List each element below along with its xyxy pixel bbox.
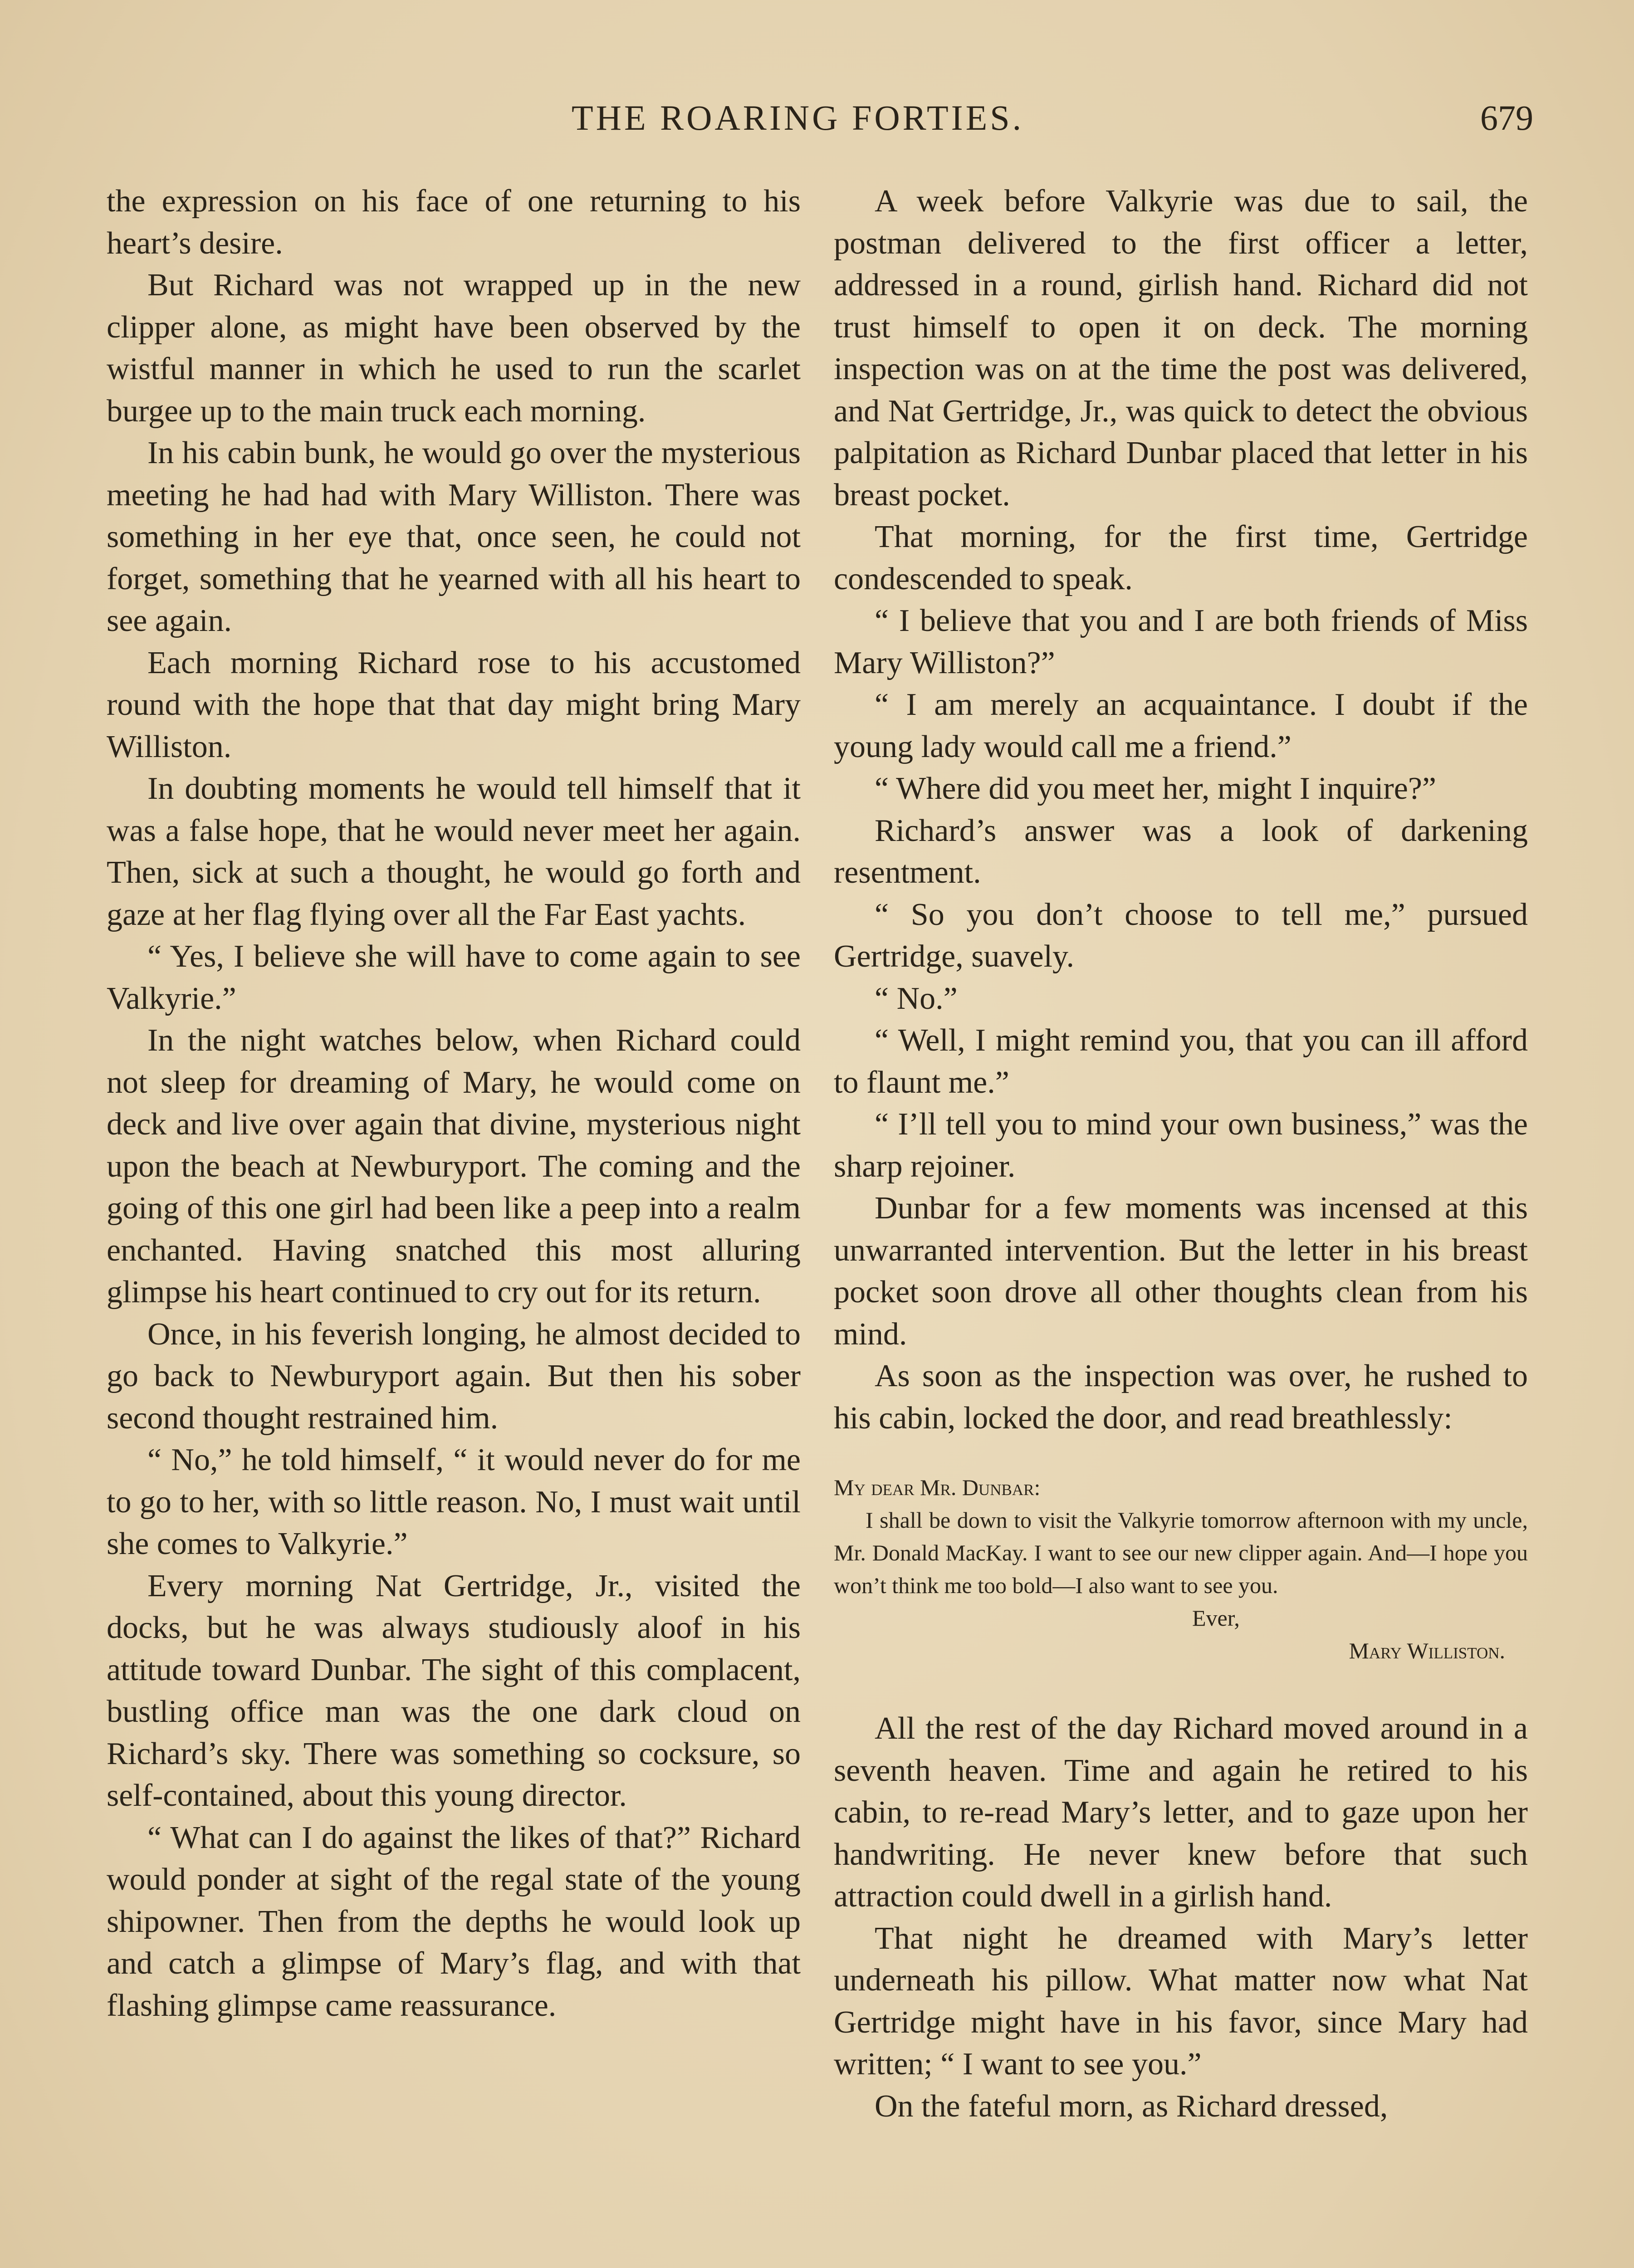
paragraph: “ I believe that you and I are both friends of Miss Mary Williston?” [834,603,1528,680]
paragraph: “ No,” he told himself, “ it would never do for me to go to her, with so little reason. No, I must wait until she comes to Valkyrie.” [107,1442,801,1561]
paragraph: “ I’ll tell you to mind your own business,” was the sharp rejoiner. [834,1107,1528,1184]
letter-closing: Ever, [1192,1605,1240,1631]
paragraph: As soon as the inspection was over, he rushed to his cabin, locked the door, and read breathlessly: [834,1359,1528,1436]
paragraph: “ Where did you meet her, might I inquire?” [875,771,1436,806]
page-number: 679 [1480,98,1533,137]
letter-body: I shall be down to visit the Valkyrie tomorrow afternoon with my uncle, Mr. Donald MacKay. I want to see our new clipper again. And—I hope you won’t think me too bold—I also want to see you. [834,1507,1528,1598]
paragraph: In doubting moments he would tell himself that it was a false hope, that he would never meet her again. Then, sick at such a thought, he would go forth and gaze at her flag flying over all the Far East yachts. [107,771,801,932]
paragraph: “ No.” [875,981,958,1016]
paragraph: In the night watches below, when Richard could not sleep for dreaming of Mary, he would come on deck and live over again that divine, mysterious night upon the beach at Newburyport. The coming and the going of this one girl had been like a peep into a realm enchanted. Having snatched this most alluring glimpse his heart continued to cry out for its return. [107,1023,801,1310]
left-column [107,181,801,2027]
paragraph: All the rest of the day Richard moved around in a seventh heaven. Time and again he retired to his cabin, to re-read Mary’s letter, and to gaze upon her handwriting. He never knew before that such attraction could dwell in a girlish hand. [834,1711,1528,1914]
paragraph: Once, in his feverish longing, he almost decided to go back to Newburyport again. But then his sober second thought restrained him. [107,1316,801,1436]
paragraph: A week before Valkyrie was due to sail, the postman delivered to the first officer a letter, addressed in a round, girlish hand. Richard did not trust himself to open it on deck. The morning inspection was on at the time the post was delivered, and Nat Gertridge, Jr., was quick to detect the obvious palpitation as Richard Dunbar placed that letter in his breast pocket. [834,184,1528,513]
paragraph: “ Yes, I believe she will have to come again to see Valkyrie.” [107,939,801,1016]
paragraph: On the fateful morn, as Richard dressed, [875,2088,1388,2124]
paragraph: “ So you don’t choose to tell me,” pursued Gertridge, suavely. [834,897,1528,974]
paragraph: Dunbar for a few moments was incensed at this unwarranted intervention. But the letter in his breast pocket soon drove all other thoughts clean from his mind. [834,1191,1528,1352]
quoted-letter [834,1471,1528,1667]
paragraph: But Richard was not wrapped up in the new clipper alone, as might have been observed by the wistful manner in which he used to run the scarlet burgee up to the main truck each morning. [107,268,801,429]
paragraph: That morning, for the first time, Gertridge condescended to speak. [834,519,1528,596]
paragraph: “ What can I do against the likes of that?” Richard would ponder at sight of the regal state of the young shipowner. Then from the depths he would look up and catch a glimpse of Mary’s flag, and with that flashing glimpse came reassurance. [107,1820,801,2023]
paragraph: the expression on his face of one returning to his heart’s desire. [107,184,801,261]
right-column [834,181,1528,2127]
paragraph: “ Well, I might remind you, that you can ill afford to flaunt me.” [834,1023,1528,1100]
paragraph: Every morning Nat Gertridge, Jr., visited the docks, but he was always studiously aloof in his attitude toward Dunbar. The sight of this complacent, bustling office man was the one dark cloud on Richard’s sky. There was something so cocksure, so self-contained, about this young director. [107,1568,801,1813]
page-header [481,98,1542,152]
paragraph: That night he dreamed with Mary’s letter underneath his pillow. What matter now what Nat Gertridge might have in his favor, since Mary had written; “ I want to see you.” [834,1921,1528,2082]
paragraph: “ I am merely an acquaintance. I doubt if the young lady would call me a friend.” [834,687,1528,764]
paragraph: In his cabin bunk, he would go over the mysterious meeting he had had with Mary Williston. There was something in her eye that, once seen, he could not forget, something that he yearned with all his heart to see again. [107,435,801,638]
paragraph: Richard’s answer was a look of darkening resentment. [834,813,1528,890]
letter-salutation: My dear Mr. Dunbar: [834,1475,1041,1500]
letter-signature: Mary Williston. [1349,1638,1505,1663]
paragraph: Each morning Richard rose to his accustomed round with the hope that that day might bring Mary Williston. [107,645,801,764]
running-title: THE ROARING FORTIES. [572,98,1024,137]
